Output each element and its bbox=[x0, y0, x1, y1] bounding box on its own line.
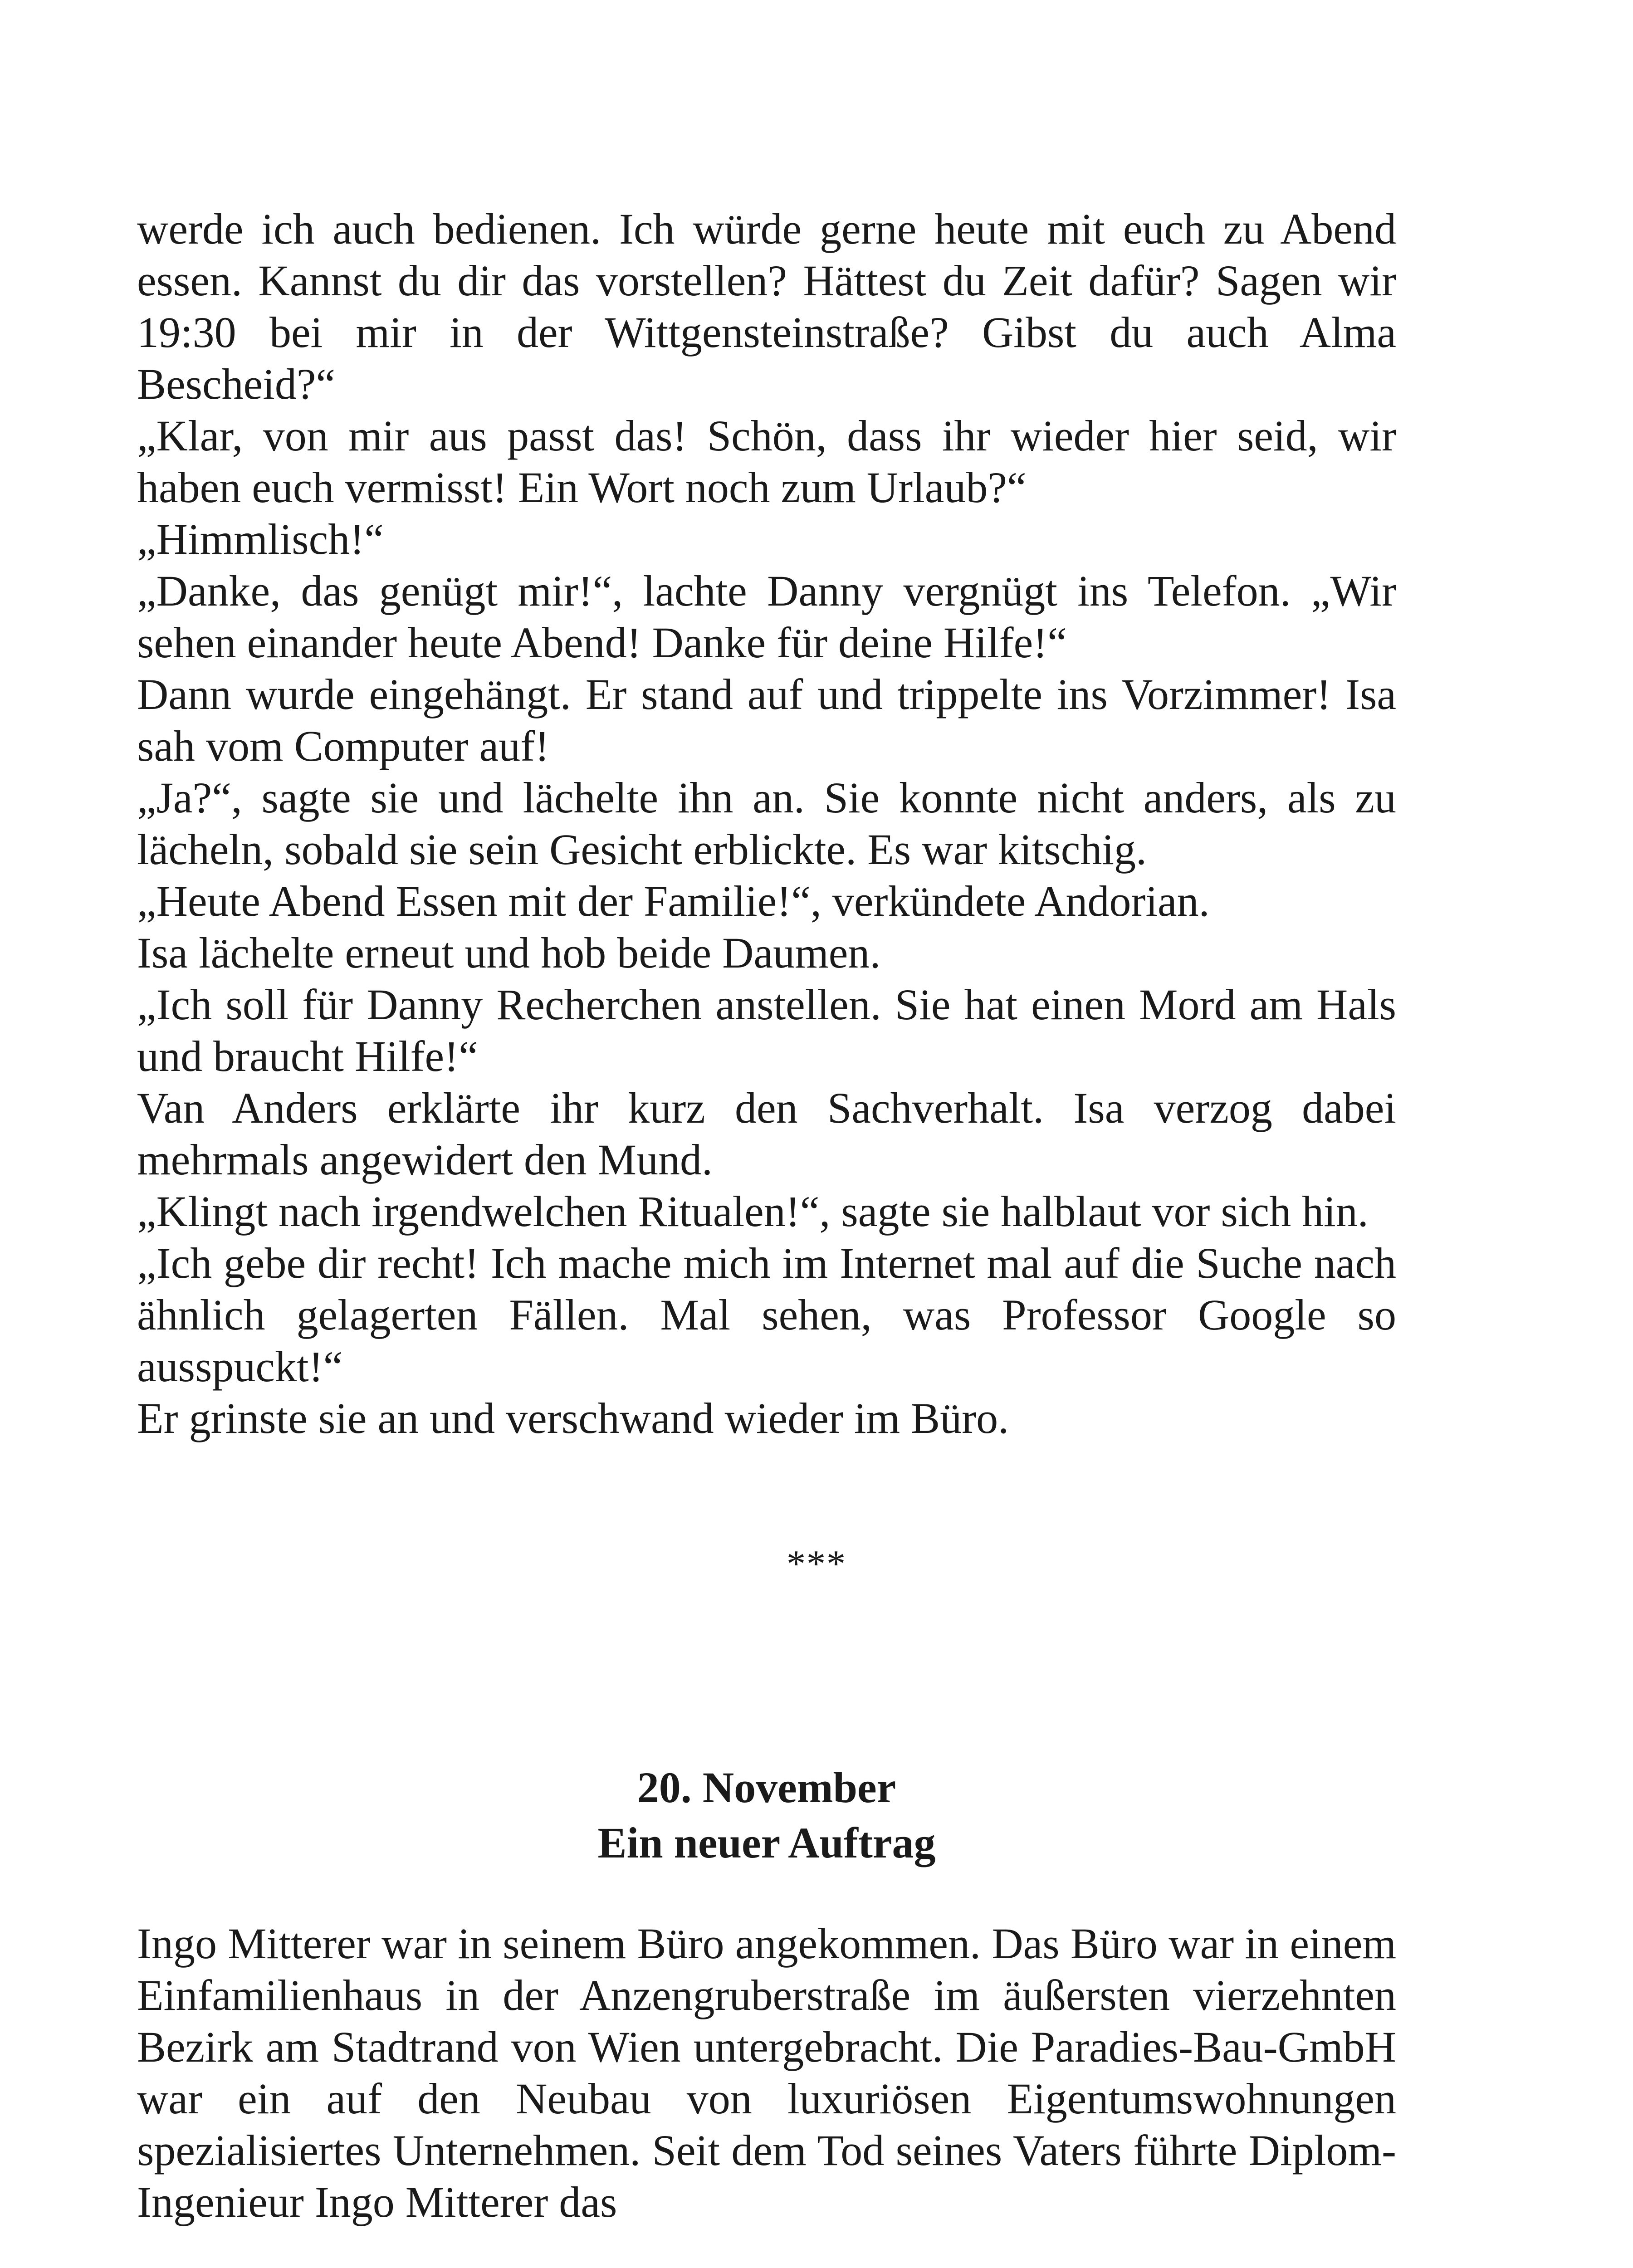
paragraph: Er grinste sie an und verschwand wieder im Büro. bbox=[137, 1394, 1009, 1442]
paragraph: „Ich gebe dir recht! Ich mache mich im Internet mal auf die Suche nach ähnlich gelagerten Fällen. Mal sehen, was Professor Google so ausspuckt!“ bbox=[137, 1239, 1396, 1391]
paragraph: „Ich soll für Danny Recherchen anstellen. Sie hat einen Mord am Hals und braucht Hilfe!“ bbox=[137, 980, 1396, 1080]
section-separator: *** bbox=[787, 1543, 846, 1585]
paragraph: „Himmlisch!“ bbox=[137, 515, 384, 563]
paragraph: werde ich auch bedienen. Ich würde gerne heute mit euch zu Abend essen. Kannst du dir das vorstellen? Hättest du Zeit dafür? Sagen wir 19:30 bei mir in der Wittgensteinstraße? Gibst du auch Alma Bescheid?“ bbox=[137, 205, 1396, 408]
paragraph: „Klingt nach irgendwelchen Ritualen!“, sagte sie halblaut vor sich hin. bbox=[137, 1187, 1369, 1236]
paragraph: „Klar, von mir aus passt das! Schön, dass ihr wieder hier seid, wir haben euch vermisst! Ein Wort noch zum Urlaub?“ bbox=[137, 411, 1396, 512]
paragraph: Ingo Mitterer war in seinem Büro angekommen. Das Büro war in einem Einfamilienhaus in der Anzengruberstraße im äußersten vierzehnten Bezirk am Stadtrand von Wien untergebracht. Die Paradies-Bau-GmbH war ein auf den Neubau von luxuriösen Eigentumswohnungen spezialisiertes Unternehmen. Seit dem Tod seines Vaters führte Diplom-Ingenieur Ingo Mitterer das bbox=[137, 1919, 1396, 2226]
paragraph: „Heute Abend Essen mit der Familie!“, verkündete Andorian. bbox=[137, 877, 1210, 925]
paragraph: Isa lächelte erneut und hob beide Daumen. bbox=[137, 929, 881, 977]
chapter-date: 20. November bbox=[637, 1763, 896, 1812]
paragraph: Van Anders erklärte ihr kurz den Sachverhalt. Isa verzog dabei mehrmals angewidert den Mund. bbox=[137, 1084, 1396, 1184]
chapter-heading bbox=[0, 1760, 1533, 1871]
paragraph: „Danke, das genügt mir!“, lachte Danny vergnügt ins Telefon. „Wir sehen einander heute Abend! Danke für deine Hilfe!“ bbox=[137, 567, 1396, 667]
body-text-lower bbox=[137, 1918, 1396, 2228]
body-text-upper bbox=[137, 203, 1396, 1444]
paragraph: „Ja?“, sagte sie und lächelte ihn an. Sie konnte nicht anders, als zu lächeln, sobald sie sein Gesicht erblickte. Es war kitschig. bbox=[137, 773, 1396, 874]
chapter-title: Ein neuer Auftrag bbox=[597, 1818, 936, 1867]
paragraph: Dann wurde eingehängt. Er stand auf und trippelte ins Vorzimmer! Isa sah vom Computer auf! bbox=[137, 670, 1396, 770]
